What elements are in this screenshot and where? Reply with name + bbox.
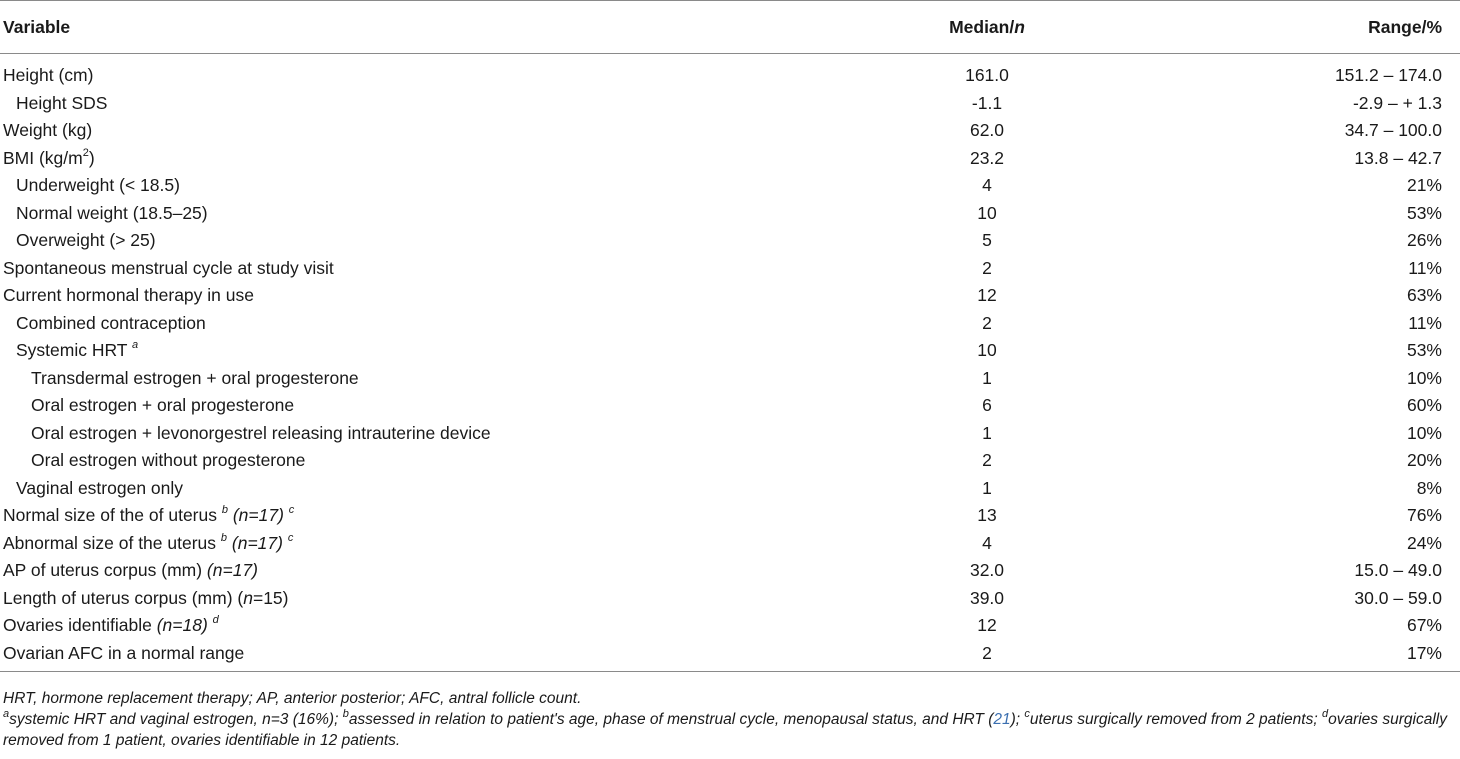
row-median: 5 xyxy=(982,230,992,251)
table-row xyxy=(0,172,1460,200)
row-label: Oral estrogen + levonorgestrel releasing intrauterine device xyxy=(31,422,491,443)
row-range: 30.0 – 59.0 xyxy=(1354,587,1442,608)
row-median: 62.0 xyxy=(969,120,1005,141)
row-range: 76% xyxy=(1406,505,1442,526)
table-row xyxy=(0,392,1460,420)
row-median: 2 xyxy=(720,640,1120,672)
table-row xyxy=(0,54,1460,90)
table-row xyxy=(0,612,1460,640)
table-row xyxy=(0,585,1460,613)
table-row xyxy=(0,337,1460,365)
row-median: 4 xyxy=(982,175,992,196)
row-median: 23.2 xyxy=(969,147,1005,168)
row-label: Underweight (< 18.5) xyxy=(16,175,180,196)
reference-link[interactable]: 21 xyxy=(993,711,1011,728)
row-range: 26% xyxy=(1406,230,1442,251)
row-range: 63% xyxy=(1406,285,1442,306)
row-range: 67% xyxy=(1406,615,1442,636)
row-median: 10 xyxy=(977,202,997,223)
table-row xyxy=(0,200,1460,228)
row-label: Ovaries identifiable (n=18) $^d$ xyxy=(3,614,219,636)
table-row xyxy=(0,420,1460,448)
row-median: 1 xyxy=(982,422,992,443)
row-range: 11% xyxy=(1408,257,1442,278)
table-row xyxy=(0,255,1460,283)
row-median: 2 xyxy=(982,257,992,278)
row-median: 2 xyxy=(982,450,992,471)
row-range: -2.9 – + 1.3 xyxy=(1352,92,1442,113)
header-range: Range/% xyxy=(1120,1,1460,54)
row-median: 6 xyxy=(982,395,992,416)
table-footnotes xyxy=(3,688,1453,751)
header-variable: Variable xyxy=(0,1,720,54)
row-label: Height (cm) xyxy=(3,65,94,86)
row-label: BMI $(kg/m^2)$ xyxy=(3,146,95,168)
table-row xyxy=(0,640,1460,672)
row-label: Oral estrogen + oral progesterone xyxy=(31,395,295,416)
table-row xyxy=(0,530,1460,558)
row-range: 15.0 – 49.0 xyxy=(1354,560,1442,581)
row-median: 12 xyxy=(977,285,997,306)
row-range: 13.8 – 42.7 xyxy=(1354,147,1442,168)
row-label: Normal size of the of uterus $^b$ (n=17) $^c$ xyxy=(3,504,295,526)
row-median: 32.0 xyxy=(969,560,1005,581)
row-range: 53% xyxy=(1406,340,1442,361)
row-label: Combined contraception xyxy=(16,312,206,333)
row-median: 13 xyxy=(977,505,997,526)
row-label: Oral estrogen without progesterone xyxy=(31,450,306,471)
row-label: Systemic HRT $^a$ xyxy=(16,339,139,361)
header-row xyxy=(0,1,1460,54)
table-row xyxy=(0,365,1460,393)
row-range: 21% xyxy=(1406,175,1442,196)
row-median: 1 xyxy=(982,477,992,498)
table-row xyxy=(0,557,1460,585)
row-label: Current hormonal therapy in use xyxy=(3,285,254,306)
row-median: -1.1 xyxy=(971,92,1003,113)
row-label: Height SDS xyxy=(16,92,108,113)
header-median: Median/n xyxy=(720,1,1120,54)
row-median: 2 xyxy=(982,312,992,333)
table-row xyxy=(0,447,1460,475)
row-label: Transdermal estrogen + oral progesterone xyxy=(31,367,359,388)
row-label: Length of uterus corpus (mm) (n=15) xyxy=(3,587,289,608)
table-row xyxy=(0,475,1460,503)
row-range: 17% xyxy=(1120,640,1460,672)
row-range: 151.2 – 174.0 xyxy=(1334,65,1442,86)
footnote-abbreviations: HRT, hormone replacement therapy; AP, anterior posterior; AFC, antral follicle count. xyxy=(3,690,582,707)
row-range: 10% xyxy=(1406,367,1442,388)
table-row xyxy=(0,90,1460,118)
row-label: Vaginal estrogen only xyxy=(16,477,184,498)
row-range: 24% xyxy=(1406,532,1442,553)
table-row xyxy=(0,502,1460,530)
row-range: 20% xyxy=(1406,450,1442,471)
row-range: 60% xyxy=(1406,395,1442,416)
row-label: Ovarian AFC in a normal range xyxy=(0,640,720,672)
row-median: 12 xyxy=(977,615,997,636)
row-range: 10% xyxy=(1406,422,1442,443)
row-range: 34.7 – 100.0 xyxy=(1344,120,1442,141)
table-row xyxy=(0,145,1460,173)
row-median: 161.0 xyxy=(965,65,1009,86)
row-median: 4 xyxy=(982,532,992,553)
row-range: 11% xyxy=(1408,312,1442,333)
table-row xyxy=(0,117,1460,145)
table-row xyxy=(0,282,1460,310)
row-range: 53% xyxy=(1406,202,1442,223)
table-row xyxy=(0,227,1460,255)
row-label: Abnormal size of the uterus $^b$ (n=17) $^c$ xyxy=(3,531,294,553)
row-label: Normal weight (18.5–25) xyxy=(16,202,208,223)
row-label: Spontaneous menstrual cycle at study visit xyxy=(3,257,334,278)
row-median: 10 xyxy=(977,340,997,361)
row-range: 8% xyxy=(1416,477,1442,498)
row-median: 39.0 xyxy=(969,587,1005,608)
row-label: AP of uterus corpus (mm) (n=17) xyxy=(3,560,258,581)
row-label: Weight (kg) xyxy=(3,120,93,141)
footnote-markers: $^a$systemic HRT and vaginal estrogen, n=3 (16%); $^b$assessed in relation to patient's age, phase of menstrual cycle, menopausal status, and HRT (21); $^c$uterus surgically removed from 2 patients; $^d$ovaries surgically removed from 1 patient, ovaries identifiable in 12 patients. xyxy=(3,707,1447,749)
row-label: Overweight (> 25) xyxy=(16,230,156,251)
row-median: 1 xyxy=(982,367,992,388)
table-row xyxy=(0,310,1460,338)
